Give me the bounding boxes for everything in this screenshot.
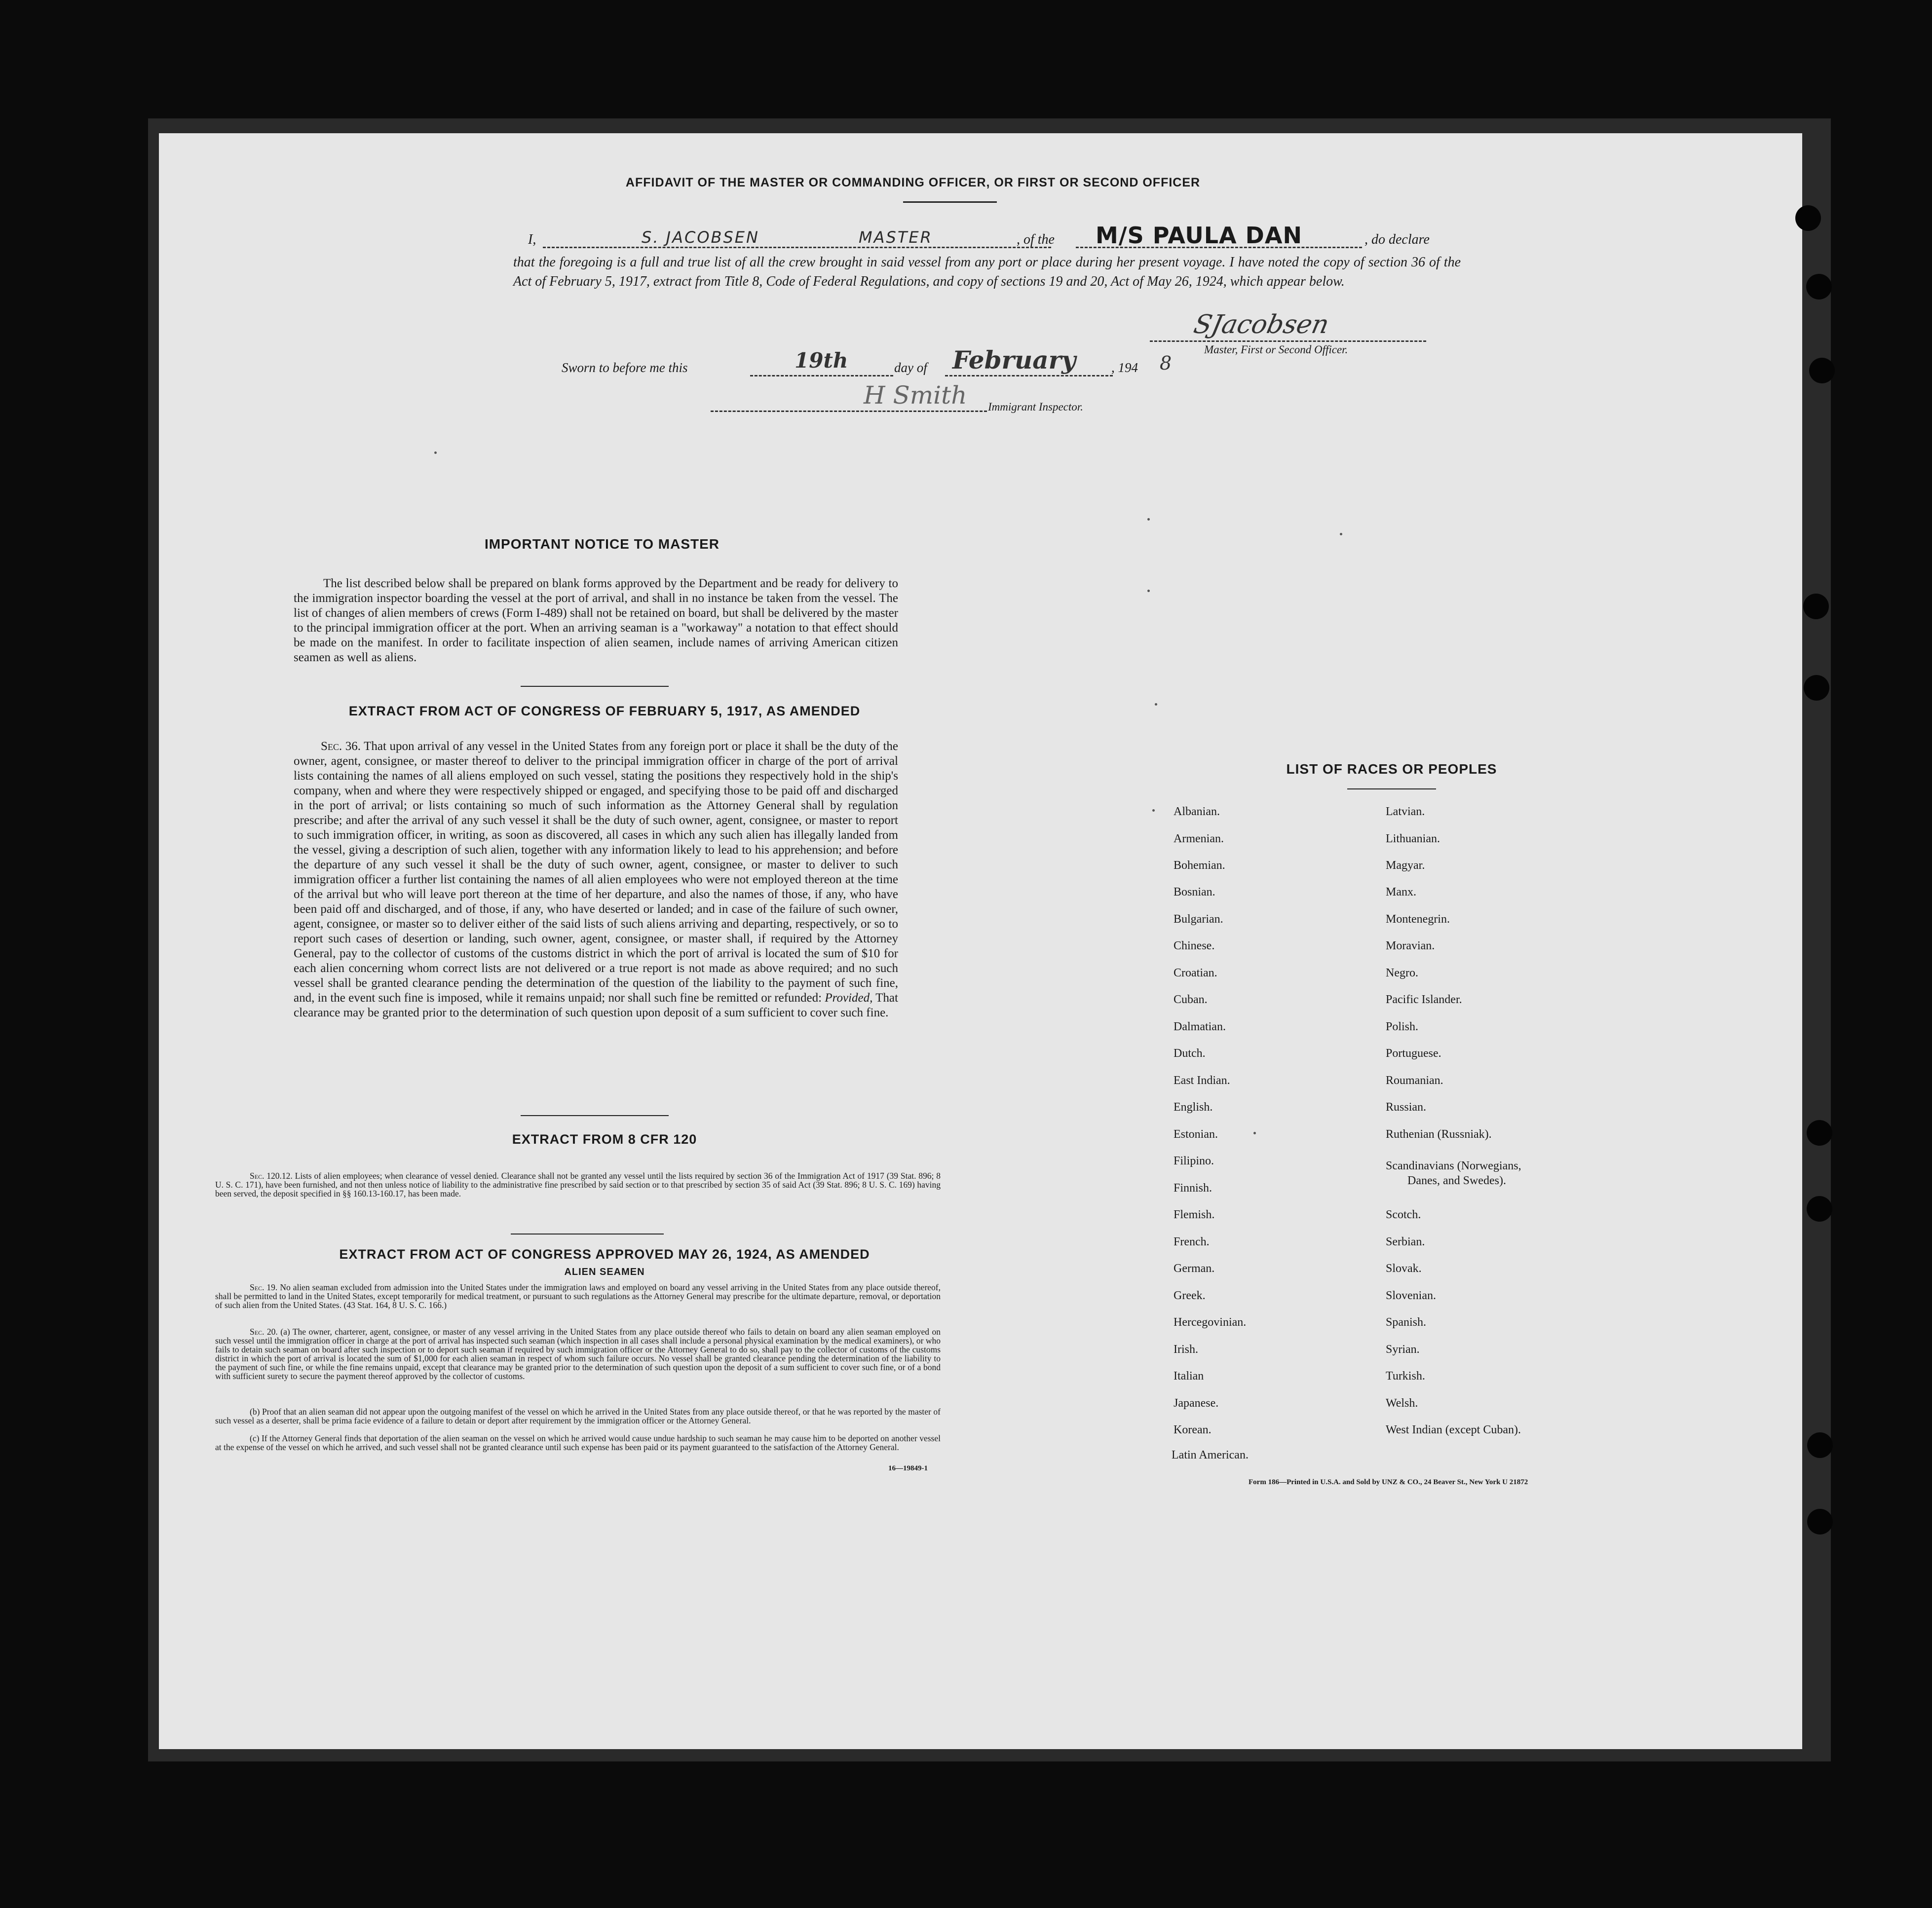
race-item: Bulgarian. <box>1174 913 1223 926</box>
inspector-blank <box>711 411 987 412</box>
form-number: 16—19849-1 <box>888 1464 928 1472</box>
race-item: Moravian. <box>1386 939 1435 952</box>
race-item: Croatian. <box>1174 967 1217 979</box>
punch-hole <box>1804 675 1829 701</box>
race-item: Roumanian. <box>1386 1074 1443 1087</box>
races-title: LIST OF RACES OR PEOPLES <box>1286 761 1497 777</box>
affidavit-declaration-line <box>523 222 1461 253</box>
provided-text: That clearance may be granted prior to the determination of such question upon deposit of a sum sufficient to cover such fine. <box>294 991 898 1019</box>
extract-1917-title: EXTRACT FROM ACT OF CONGRESS OF FEBRUARY 5, 1917, AS AMENDED <box>348 704 861 718</box>
punch-hole <box>1807 1432 1833 1458</box>
race-item: French. <box>1174 1235 1210 1248</box>
race-item: Estonian. <box>1174 1128 1218 1141</box>
race-item: Pacific Islander. <box>1386 993 1462 1006</box>
provided-label: Provided, <box>825 991 873 1005</box>
race-item: East Indian. <box>1174 1074 1230 1087</box>
sec-36-text: That upon arrival of any vessel in the United States from any foreign port or place it shall be the duty of the owner, agent, consignee, or master thereof to deliver to the principal immigration officer in charge of the port of arrival lists containing the names of all aliens employed on such vessel, stating the positions they respectively hold in the ship's company, when and where they were respectively shipped or engaged, and specifying those to be paid off and discharged in the port of arrival; or lists containing so much of such information as the Attorney General shall by regulation prescribe; and after the arrival of any such vessel it shall be the duty of such owner, agent, consignee, or master to report to such immigration officer, in writing, as soon as discovered, all cases in which any such alien has illegally landed from the vessel, giving a description of such alien, together with any information likely to lead to his apprehension; and before the departure of any such vessel it shall be the duty of such owner, agent, consignee, or master to deliver to such immigration officer a further list containing the names of all alien employees who were not employed thereon at the time of the arrival but who will leave port thereon at the time of her departure, and also the names of those, if any, who have been paid off and discharged, and of those, if any, who have deserted or landed; and in case of the failure of such owner, agent, consignee, or master so to deliver either of the said lists of such aliens arriving and departing, respectively, or so to report such cases of desertion or landing, such owner, agent, consignee, or master shall, if required by the Attorney General, pay to the collector of customs of the customs district in which the port of arrival is located the sum of $10 for each alien concerning whom correct lists are not delivered or a true report is not made as above required; and no such vessel shall be granted clearance pending the determination of the question of the liability to the payment of such fine, and, in the event such fine is imposed, while it remains unpaid; nor shall such fine be remitted or refunded: <box>294 740 898 1005</box>
officer-label: Master, First or Second Officer. <box>1204 343 1348 356</box>
race-item: Greek. <box>1174 1289 1206 1302</box>
race-item: Magyar. <box>1386 859 1425 872</box>
race-item: Welsh. <box>1386 1397 1418 1410</box>
punch-hole <box>1795 205 1821 231</box>
day-blank <box>750 375 893 376</box>
master-name: S. JACOBSEN <box>642 228 759 247</box>
race-item: Korean. <box>1174 1423 1212 1436</box>
sec-19-text <box>215 1283 941 1309</box>
sec-20a-text <box>215 1327 941 1381</box>
race-item: Dutch. <box>1174 1047 1206 1060</box>
race-item: Japanese. <box>1174 1397 1219 1410</box>
punch-hole <box>1807 1509 1833 1534</box>
race-item: Slovak. <box>1386 1262 1422 1275</box>
race-item: Albanian. <box>1174 805 1220 818</box>
divider <box>521 1115 669 1116</box>
divider <box>521 686 669 687</box>
race-item: Scotch. <box>1386 1208 1421 1221</box>
affidavit-body: that the foregoing is a full and true list of all the crew brought in said vessel from any port or place during her present voyage. I have noted the copy of section 36 of the Act of February 5, 1917, extract from Title 8, Code of Federal Regulations, and copy of sections 19 and 20, Act of May 26, 1924, which appear below. <box>513 255 1461 289</box>
race-item: Flemish. <box>1174 1208 1215 1221</box>
of-the-label: , of the <box>1017 232 1055 247</box>
sec-19-body: No alien seaman excluded from admission into the United States under the immigration laws and employed on board any vessel arriving in the United States from any place outside thereof, shall be permitted to land in the United States, except temporarily for medical treatment, or pursuant to such regulations as the Attorney General may prescribe for the ultimate departure, removal, or deportation of such alien from the United States. (43 Stat. 164, 8 U. S. C. 166.) <box>215 1282 941 1310</box>
race-item: Manx. <box>1386 886 1416 898</box>
sworn-month: February <box>952 345 1076 374</box>
month-blank <box>945 375 1113 376</box>
alien-seamen-subtitle: ALIEN SEAMEN <box>564 1267 645 1277</box>
inspector-label: Immigrant Inspector. <box>988 401 1083 413</box>
race-item: Armenian. <box>1174 832 1224 845</box>
punch-hole <box>1807 1120 1832 1146</box>
scan-speck <box>434 451 437 454</box>
race-item: Cuban. <box>1174 993 1208 1006</box>
notice-body: The list described below shall be prepared on blank forms approved by the Department and be ready for delivery to the immigration inspector boarding the vessel at the port of arrival, and shall in no instance be taken from the vessel. The list of changes of alien members of crews (Form I-489) shall not be retained on board, but shall be delivered by the master to the principal immigration officer at the port. When an arriving seaman is a "workaway" a notation to that effect should be made on the manifest. In order to facilitate inspection of alien seamen, include names of arriving American citizen seamen as well as aliens. <box>294 577 898 664</box>
affidavit-title: AFFIDAVIT OF THE MASTER OR COMMANDING OFFICER, OR FIRST OR SECOND OFFICER <box>625 176 1201 189</box>
sec-120-text: Lists of alien employees; when clearance of vessel denied. Clearance shall not be granted any vessel until the lists required by section 36 of the Immigration Act of 1917 (39 Stat. 896; 8 U. S. C. 171), have been furnished, and not then unless notice of liability to the administrative fine prescribed by said section or to that prescribed by section 35 of said Act (39 Stat. 896; 8 U. S. C. 169) having been served, the deposit specified in §§ 160.13-160.17, has been made. <box>215 1171 941 1198</box>
race-item: Montenegrin. <box>1386 913 1450 926</box>
race-item: Dalmatian. <box>1174 1020 1226 1033</box>
extract-1917-body <box>294 739 898 1020</box>
punch-hole <box>1809 358 1835 383</box>
race-item: Danes, and Swedes). <box>1407 1174 1506 1187</box>
race-item: Syrian. <box>1386 1343 1420 1356</box>
officer-signature-blank <box>1150 340 1426 342</box>
race-item: English. <box>1174 1101 1213 1114</box>
notice-title: IMPORTANT NOTICE TO MASTER <box>484 536 720 552</box>
sec-20a-body: (a) The owner, charterer, agent, consignee, or master of any vessel arriving in the United States from any place outside thereof who fails to detain on board any alien seaman employed on such vessel until the immigration officer in charge at the port of arrival has inspected such seaman (which inspection in all cases shall include a personal physical examination by the medical examiners), or who fails to detain such seaman on board after such inspection or to deport such seaman if required by such immigration officer or the Attorney General to do so, shall pay to the collector of customs of the customs district in which the port of arrival is located the sum of $1,000 for each alien seaman in respect of whom such failure occurs. No vessel shall be granted clearance pending the determination of the liability to the payment of such fine, or while the fine remains unpaid, except that clearance may be granted prior to the determination of such question upon the deposit of a sum sufficient to cover such fine, or of a bond with sufficient surety to secure the payment thereof approved by the collector of customs. <box>215 1327 941 1381</box>
sec-20-label: Sec. 20. <box>250 1327 278 1337</box>
divider <box>511 1234 664 1235</box>
race-item: Ruthenian (Russniak). <box>1386 1128 1492 1141</box>
race-item: Negro. <box>1386 967 1418 979</box>
race-item: Italian <box>1174 1370 1204 1383</box>
form-footer: Form 186—Printed in U.S.A. and Sold by UNZ & CO., 24 Beaver St., New York U 21872 <box>1249 1478 1528 1486</box>
race-item: Latin American. <box>1172 1449 1249 1461</box>
scan-speck <box>1147 518 1150 521</box>
scan-speck <box>1253 1132 1256 1134</box>
race-item: Finnish. <box>1174 1182 1212 1195</box>
sworn-day: 19th <box>795 348 848 373</box>
title-underline <box>903 201 997 203</box>
race-item: Portuguese. <box>1386 1047 1441 1060</box>
sec-20c-text: (c) If the Attorney General finds that deportation of the alien seaman on the vessel on which he arrived would cause undue hardship to such seaman he may cause him to be deported on another vessel at the expense of the vessel on which he arrived, and such vessel shall not be granted clearance until such expense has been paid or its payment guaranteed to the satisfaction of the Attorney General. <box>215 1433 941 1452</box>
race-item: West Indian (except Cuban). <box>1386 1423 1521 1436</box>
scan-speck <box>1147 590 1150 592</box>
races-title-underline <box>1347 788 1436 789</box>
inspector-signature: H Smith <box>864 381 967 410</box>
scan-speck <box>1155 703 1157 706</box>
scan-speck <box>1340 533 1342 535</box>
sec-36-label: Sec. 36. <box>321 740 361 753</box>
i-label: I, <box>528 232 536 247</box>
sec-120-label: Sec. 120.12. <box>250 1171 293 1181</box>
sec-19-label: Sec. 19. <box>250 1282 278 1292</box>
name-blank <box>543 247 1051 248</box>
race-item: German. <box>1174 1262 1215 1275</box>
day-of-label: day of <box>894 360 927 375</box>
year-digit: 8 <box>1160 352 1172 374</box>
race-item: Bohemian. <box>1174 859 1225 872</box>
do-declare-label: , do declare <box>1364 232 1430 247</box>
vessel-name: M/S PAULA DAN <box>1096 222 1302 249</box>
race-item: Slovenian. <box>1386 1289 1436 1302</box>
cfr-title: EXTRACT FROM 8 CFR 120 <box>512 1132 697 1147</box>
race-item: Polish. <box>1386 1020 1419 1033</box>
race-item: Bosnian. <box>1174 886 1215 898</box>
punch-hole <box>1807 1196 1832 1222</box>
race-item: Russian. <box>1386 1101 1427 1114</box>
punch-hole <box>1803 594 1829 619</box>
race-item: Irish. <box>1174 1343 1198 1356</box>
race-item: Hercegovinian. <box>1174 1316 1247 1329</box>
punch-hole <box>1806 274 1832 299</box>
race-item: Turkish. <box>1386 1370 1425 1383</box>
race-item: Spanish. <box>1386 1316 1427 1329</box>
sec-20b-text: (b) Proof that an alien seaman did not appear upon the outgoing manifest of the vessel on which he arrived in the United States from any place outside thereof, or that he was reported by the master of such vessel as a deserter, shall be prima facie evidence of a failure to detain or deport after requirement by the immigration officer or the Attorney General. <box>215 1407 941 1425</box>
sworn-label: Sworn to before me this <box>562 360 688 375</box>
scan-speck <box>1152 809 1155 812</box>
cfr-body <box>215 1171 941 1198</box>
officer-signature: SJacobsen <box>1191 310 1332 339</box>
master-rank: MASTER <box>859 228 933 247</box>
extract-1924-title: EXTRACT FROM ACT OF CONGRESS APPROVED MAY 26, 1924, AS AMENDED <box>339 1247 870 1262</box>
year-prefix: , 194 <box>1111 360 1138 375</box>
race-item: Lithuanian. <box>1386 832 1440 845</box>
race-item: Chinese. <box>1174 939 1215 952</box>
race-item: Filipino. <box>1174 1155 1214 1167</box>
race-item: Scandinavians (Norwegians, <box>1386 1160 1521 1172</box>
race-item: Serbian. <box>1386 1235 1425 1248</box>
race-item: Latvian. <box>1386 805 1425 818</box>
